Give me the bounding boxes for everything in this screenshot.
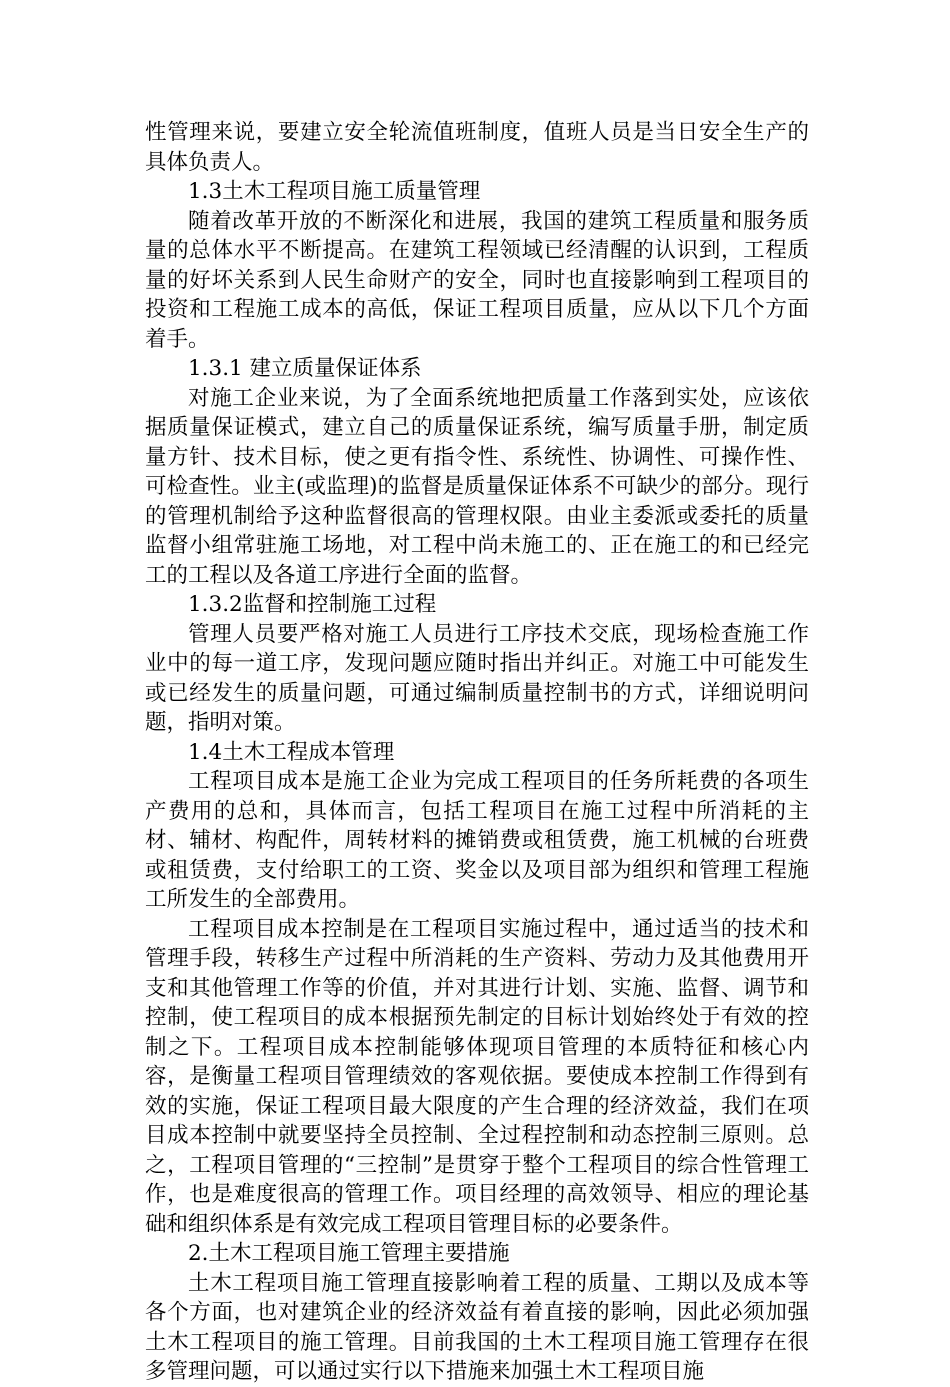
paragraph: 对施工企业来说，为了全面系统地把质量工作落到实处，应该依据质量保证模式，建立自己的质量保证系统，编写质量手册，制定质量方针、技术目标，使之更有指令性、系统性、协调性、可操作性、可检查性。业主(或监理)的监督是质量保证体系不可缺少的部分。现行的管理机制给予这种监督很高的管理权限。由业主委派或委托的质量监督小组常驻施工场地，对工程中尚未施工的、正在施工的和已经完工的工程以及各道工序进行全面的监督。 <box>145 385 809 588</box>
paragraph: 土木工程项目施工管理直接影响着工程的质量、工期以及成本等各个方面，也对建筑企业的经济效益有着直接的影响，因此必须加强土木工程项目的施工管理。目前我国的土木工程项目施工管理存在很多管理问题，可以通过实行以下措施来加强土木工程项目施 <box>145 1270 809 1384</box>
section-heading-1-3-2: 1.3.2监督和控制施工过程 <box>188 592 437 617</box>
section-heading-1-3: 1.3土木工程项目施工质量管理 <box>188 179 481 204</box>
paragraph: 随着改革开放的不断深化和进展，我国的建筑工程质量和服务质量的总体水平不断提高。在建筑工程领域已经清醒的认识到，工程质量的好坏关系到人民生命财产的安全，同时也直接影响到工程项目的投资和工程施工成本的高低，保证工程项目质量，应从以下几个方面着手。 <box>145 208 809 352</box>
section-heading-2: 2.土木工程项目施工管理主要措施 <box>188 1241 510 1266</box>
paragraph-continued: 性管理来说，要建立安全轮流值班制度，值班人员是当日安全生产的具体负责人。 <box>145 120 809 175</box>
paragraph: 工程项目成本控制是在工程项目实施过程中，通过适当的技术和管理手段，转移生产过程中所消耗的生产资料、劳动力及其他费用开支和其他管理工作等的价值，并对其进行计划、实施、监督、调节和控制，使工程项目的成本根据预先制定的目标计划始终处于有效的控制之下。工程项目成本控制能够体现项目管理的本质特征和核心内容，是衡量工程项目管理绩效的客观依据。要使成本控制工作得到有效的实施，保证工程项目最大限度的产生合理的经济效益，我们在项目成本控制中就要坚持全员控制、全过程控制和动态控制三原则。总之，工程项目管理的“三控制”是贯穿于整个工程项目的综合性管理工作，也是难度很高的管理工作。项目经理的高效领导、相应的理论基础和组织体系是有效完成工程项目管理目标的必要条件。 <box>145 916 809 1237</box>
paragraph: 管理人员要严格对施工人员进行工序技术交底，现场检查施工作业中的每一道工序，发现问题应随时指出并纠正。对施工中可能发生或已经发生的质量问题，可通过编制质量控制书的方式，详细说明问题，指明对策。 <box>145 621 809 735</box>
paragraph: 工程项目成本是施工企业为完成工程项目的任务所耗费的各项生产费用的总和，具体而言，包括工程项目在施工过程中所消耗的主材、辅材、构配件，周转材料的摊销费或租赁费，施工机械的台班费或租赁费，支付给职工的工资、奖金以及项目部为组织和管理工程施工所发生的全部费用。 <box>145 769 809 912</box>
section-heading-1-4: 1.4土木工程成本管理 <box>188 739 395 765</box>
section-heading-1-3-1: 1.3.1 建立质量保证体系 <box>188 356 422 381</box>
document-page <box>145 118 809 1387</box>
